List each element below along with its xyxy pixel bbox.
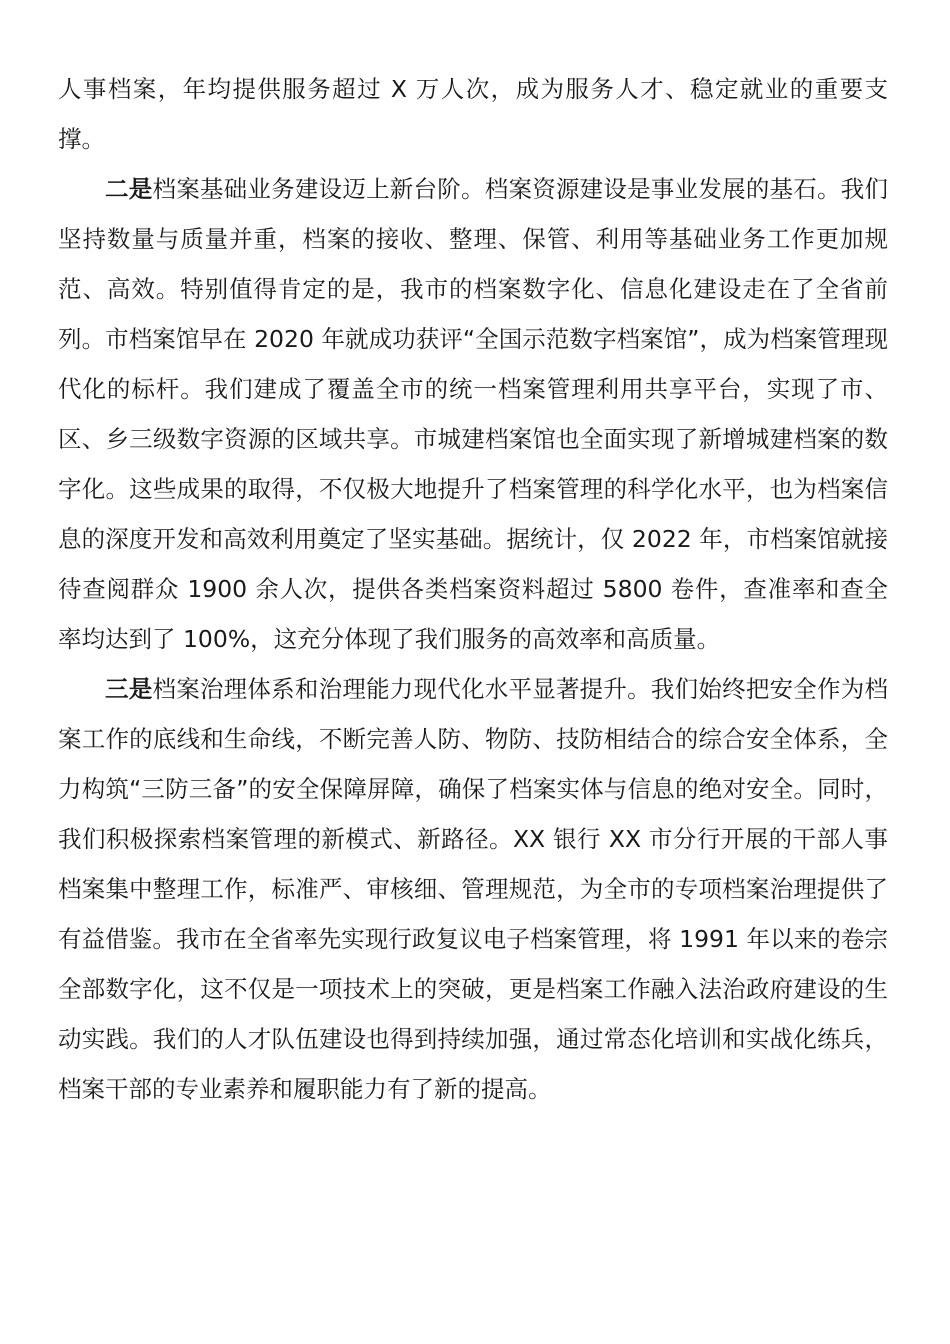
paragraph-two (58, 164, 888, 664)
paragraph-text: 人事档案，年均提供服务超过 X 万人次，成为服务人才、稳定就业的重要支撑。 (58, 75, 888, 153)
paragraph-text: 档案治理体系和治理能力现代化水平显著提升。我们始终把安全作为档案工作的底线和生命线，不断完善人防、物防、技防相结合的综合安全体系，全力构筑“三防三备”的安全保障屏障，确保了档案实体与信息的绝对安全。同时，我们积极探索档案管理的新模式、新路径。XX 银行 XX 市分行开展的干部人事档案集中整理工作，标准严、审核细、管理规范，为全市的专项档案治理提供了有益借鉴。我市在全省率先实现行政复议电子档案管理，将 1991 年以来的卷宗全部数字化，这不仅是一项技术上的突破，更是档案工作融入法治政府建设的生动实践。我们的人才队伍建设也得到持续加强，通过常态化培训和实战化练兵，档案干部的专业素养和履职能力有了新的提高。 (58, 675, 888, 1103)
paragraph-three (58, 664, 888, 1114)
paragraph-lead: 二是 (105, 175, 153, 203)
paragraph-continuation (58, 64, 888, 164)
paragraph-text: 档案基础业务建设迈上新台阶。档案资源建设是事业发展的基石。我们坚持数量与质量并重，档案的接收、整理、保管、利用等基础业务工作更加规范、高效。特别值得肯定的是，我市的档案数字化、信息化建设走在了全省前列。市档案馆早在 2020 年就成功获评“全国示范数字档案馆”，成为档案管理现代化的标杆。我们建成了覆盖全市的统一档案管理利用共享平台，实现了市、区、乡三级数字资源的区域共享。市城建档案馆也全面实现了新增城建档案的数字化。这些成果的取得，不仅极大地提升了档案管理的科学化水平，也为档案信息的深度开发和高效利用奠定了坚实基础。据统计，仅 2022 年，市档案馆就接待查阅群众 1900 余人次，提供各类档案资料超过 5800 卷件，查准率和查全率均达到了 100%，这充分体现了我们服务的高效率和高质量。 (58, 175, 889, 653)
document-page (58, 64, 888, 1114)
paragraph-lead: 三是 (105, 675, 153, 703)
